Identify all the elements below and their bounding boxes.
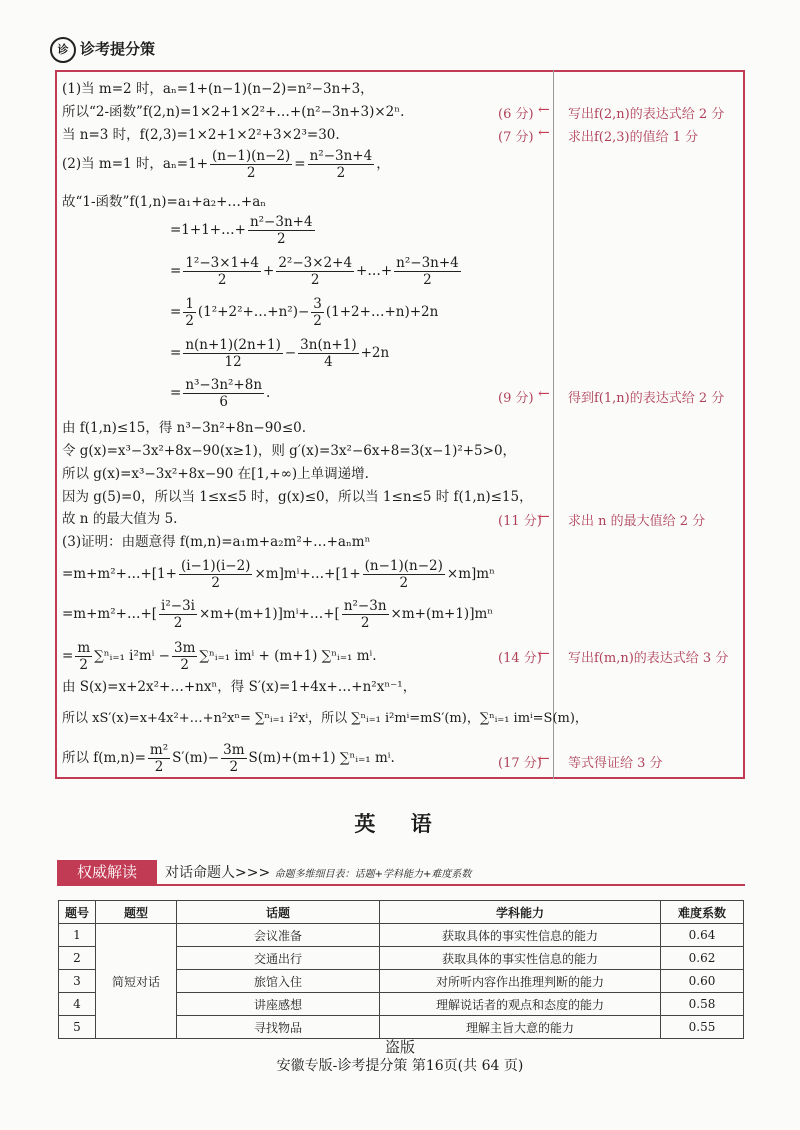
logo-icon: 诊 <box>50 37 76 63</box>
score-note: 求出 n 的最大值给 2 分 <box>568 514 706 529</box>
score-note: 求出f(2,3)的值给 1 分 <box>568 130 699 145</box>
left-arrow-icon: ← <box>538 751 550 767</box>
cell-topic: 会议准备 <box>177 924 380 947</box>
left-arrow-icon: ← <box>538 646 550 662</box>
cell-difficulty: 0.58 <box>661 993 744 1016</box>
spec-table <box>58 900 744 1039</box>
cell-difficulty: 0.60 <box>661 970 744 993</box>
cell-type: 简短对话 <box>96 924 177 1039</box>
score-note: 写出f(2,n)的表达式给 2 分 <box>568 107 725 122</box>
header-difficulty: 难度系数 <box>661 901 744 924</box>
left-arrow-icon: ← <box>538 102 550 118</box>
score-label: (11 分) <box>498 514 542 529</box>
header-topic: 话题 <box>177 901 380 924</box>
header-type: 题型 <box>96 901 177 924</box>
left-arrow-icon: ← <box>538 386 550 402</box>
solution-line: 所以 f(m,n)= $\frac{\text{m²}}{2}$ S′(m)− $\frac{3m}{2}$ S(m)+(m+1) ∑ⁿᵢ₌₁ mⁱ. <box>62 742 395 775</box>
cell-num: 2 <box>59 947 96 970</box>
banner-label: 权威解读 <box>57 860 157 884</box>
solution-line: 令 g(x)=x³−3x²+8x−90(x≥1)，则 g′(x)=3x²−6x+8=3(x−1)²+5>0， <box>62 443 517 459</box>
cell-difficulty: 0.64 <box>661 924 744 947</box>
score-label: (6 分) <box>498 107 534 122</box>
solution-line: 当 n=3 时，f(2,3)=1×2+1×2²+3×2³=30. <box>62 127 340 143</box>
cell-topic: 交通出行 <box>177 947 380 970</box>
solution-line: 所以“2-函数”f(2,n)=1×2+1×2²+…+(n²−3n+3)×2ⁿ. <box>62 104 405 120</box>
solution-line: 因为 g(5)=0，所以当 1≤x≤5 时，g(x)≤0，所以当 1≤n≤5 时 f(1,n)≤15， <box>62 489 533 505</box>
solution-line: (3)证明：由题意得 f(m,n)=a₁m+a₂m²+…+aₙmⁿ <box>62 534 371 550</box>
cell-ability: 理解说话者的观点和态度的能力 <box>380 993 661 1016</box>
solution-line: = $\frac{n(n+1)(2n+1)}{12}$ − $\frac{3n(n+1)}{4}$ +2n <box>170 337 390 370</box>
banner-divider <box>57 884 745 886</box>
header-title: 诊考提分策 <box>80 40 156 58</box>
cell-num: 1 <box>59 924 96 947</box>
score-note: 等式得证给 3 分 <box>568 756 663 771</box>
cell-num: 5 <box>59 1016 96 1039</box>
cell-topic: 讲座感想 <box>177 993 380 1016</box>
score-label: (9 分) <box>498 391 534 406</box>
table-row <box>59 924 744 947</box>
solution-line: 所以 g(x)=x³−3x²+8x−90 在[1,+∞)上单调递增. <box>62 466 369 482</box>
solution-line: =m+m²+…+[ $\frac{\text{i²−3i}}{2}$ ×m+(m+1)]mⁱ+…+[ $\frac{\text{n²−3n}}{2}$ ×m+(m+1)]mⁿ <box>62 598 494 631</box>
solution-line: 故“1-函数”f(1,n)=a₁+a₂+…+aₙ <box>62 194 267 210</box>
cell-difficulty: 0.62 <box>661 947 744 970</box>
cell-ability: 获取具体的事实性信息的能力 <box>380 947 661 970</box>
score-label: (14 分) <box>498 651 542 666</box>
cell-difficulty: 0.55 <box>661 1016 744 1039</box>
cell-num: 4 <box>59 993 96 1016</box>
solution-line: (2)当 m=1 时，aₙ=1+ $\frac{(n-1)(n-2)}{2}$ = $\frac{\text{n²−3n+4}}{2}$ ， <box>62 148 390 181</box>
solution-line: = $\frac{m}{2}$ ∑ⁿᵢ₌₁ i²mⁱ − $\frac{3m}{2}$ ∑ⁿᵢ₌₁ imⁱ + (m+1) ∑ⁿᵢ₌₁ mⁱ. <box>62 640 377 673</box>
score-note: 写出f(m,n)的表达式给 3 分 <box>568 651 729 666</box>
solution-line: 由 S(x)=x+2x²+…+nxⁿ，得 S′(x)=1+4x+…+n²xⁿ⁻¹， <box>62 679 417 695</box>
solution-line: 故 n 的最大值为 5. <box>62 511 178 527</box>
left-arrow-icon: ← <box>538 125 550 141</box>
cell-ability: 获取具体的事实性信息的能力 <box>380 924 661 947</box>
solution-line: 由 f(1,n)≤15，得 n³−3n²+8n−90≤0. <box>62 420 307 436</box>
footer-text: 安徽专版-诊考提分策 第16页(共 64 页) <box>276 1058 524 1074</box>
page-footer <box>0 1036 800 1075</box>
header-num: 题号 <box>59 901 96 924</box>
subject-title: 英 语 <box>354 812 446 836</box>
table-header-row <box>59 901 744 924</box>
header-ability: 学科能力 <box>380 901 661 924</box>
solution-line: 所以 xS′(x)=x+4x²+…+n²xⁿ= ∑ⁿᵢ₌₁ i²xⁱ，所以 ∑ⁿᵢ₌₁ i²mⁱ=mS′(m)，∑ⁿᵢ₌₁ imⁱ=S(m)， <box>62 711 588 726</box>
left-arrow-icon: ← <box>538 509 550 525</box>
solution-line: = $\frac{1}{2}$ (1²+2²+…+n²)− $\frac{3}{2}$ (1+2+…+n)+2n <box>170 296 439 329</box>
solution-line: = $\frac{\text{n³−3n²+8n}}{6}$ . <box>170 377 271 410</box>
cell-num: 3 <box>59 970 96 993</box>
solution-line: =1+1+…+ $\frac{\text{n²−3n+4}}{2}$ <box>170 214 313 247</box>
banner-title: 对话命题人>>> 命题多维细目表：话题+学科能力+难度系数 <box>165 865 472 881</box>
cell-ability: 对所听内容作出推理判断的能力 <box>380 970 661 993</box>
cell-ability: 理解主旨大意的能力 <box>380 1016 661 1039</box>
score-note: 得到f(1,n)的表达式给 2 分 <box>568 391 725 406</box>
cell-topic: 寻找物品 <box>177 1016 380 1039</box>
column-divider <box>553 70 554 779</box>
score-label: (17 分) <box>498 756 542 771</box>
cell-topic: 旅馆入住 <box>177 970 380 993</box>
score-label: (7 分) <box>498 130 534 145</box>
solution-line: = $\frac{\text{1²−3×1+4}}{2}$ + $\frac{\text{2²−3×2+4}}{2}$ +…+ $\frac{\text{n²−3n+4}}{2}$ <box>170 255 459 288</box>
watermark: 盗版 <box>384 1038 415 1056</box>
solution-line: =m+m²+…+[1+ $\frac{(i-1)(i-2)}{2}$ ×m]mⁱ+…+[1+ $\frac{(n-1)(n-2)}{2}$ ×m]mⁿ <box>62 558 495 591</box>
solution-line: (1)当 m=2 时，aₙ=1+(n−1)(n−2)=n²−3n+3， <box>62 81 374 97</box>
